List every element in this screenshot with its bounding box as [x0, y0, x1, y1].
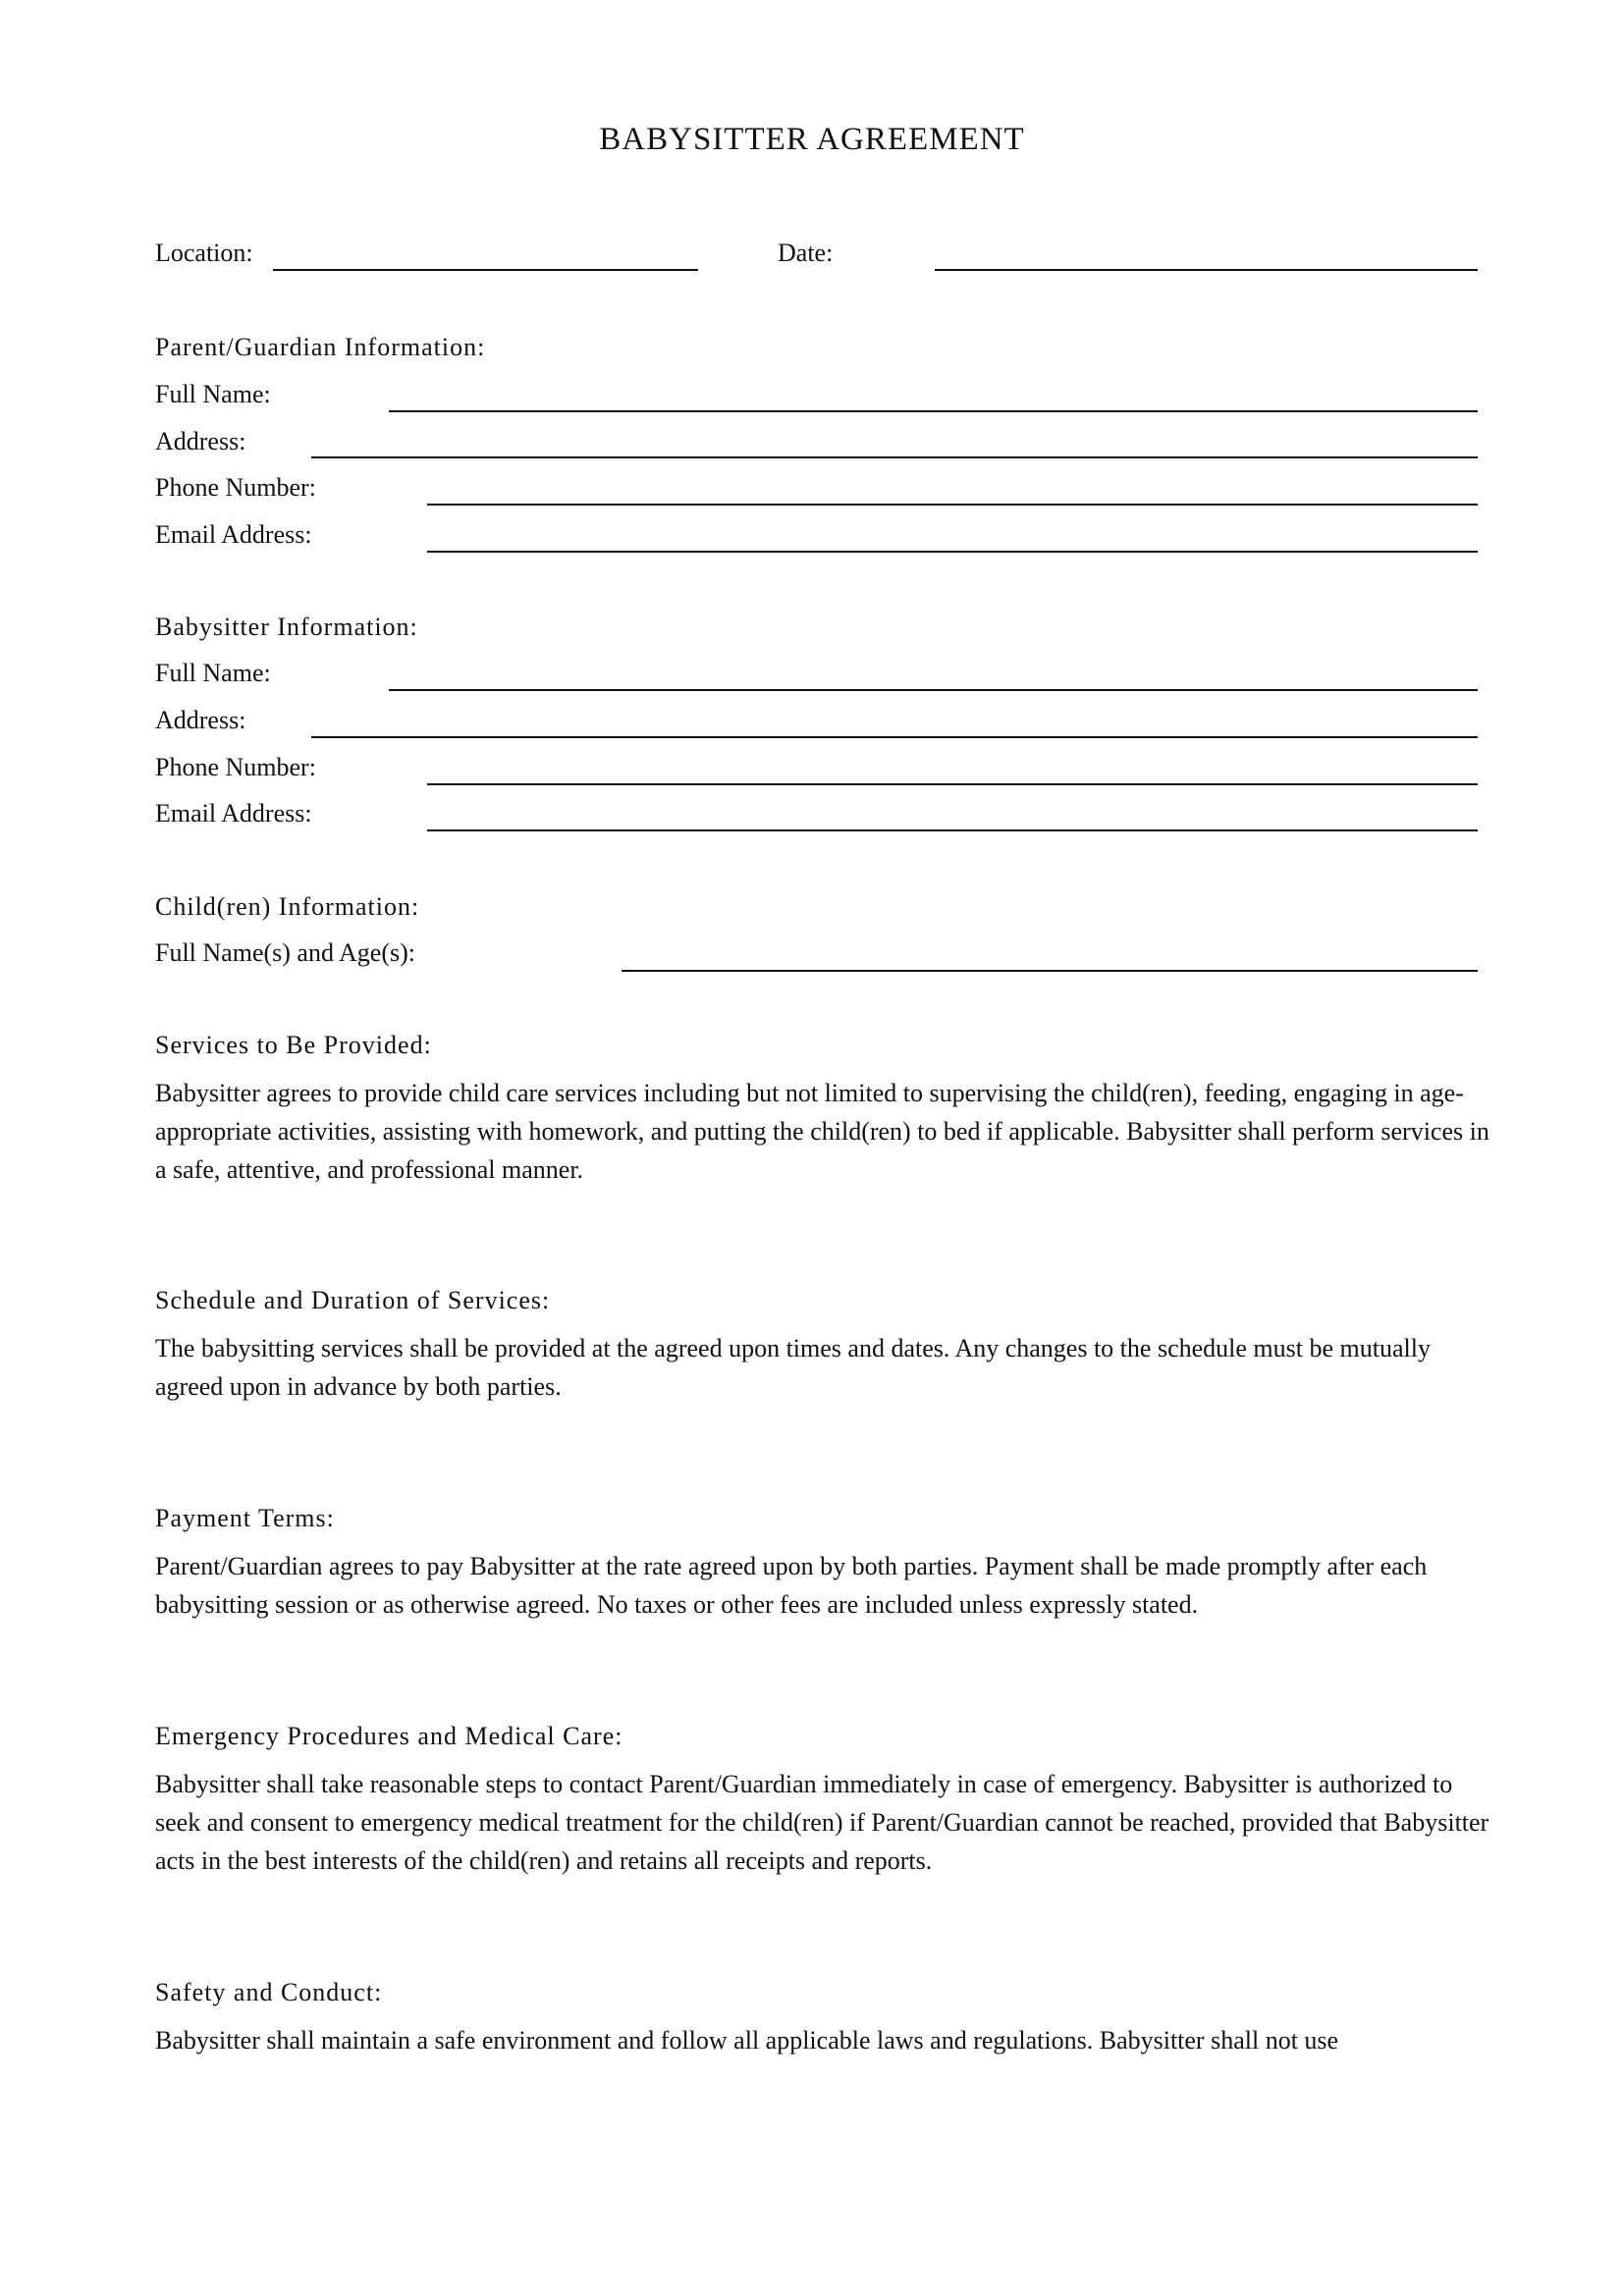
babysitter-info-heading: Babysitter Information: — [155, 613, 418, 641]
document-title: BABYSITTER AGREEMENT — [599, 122, 1025, 157]
children-names-ages-label: Full Name(s) and Age(s): — [155, 938, 416, 967]
date-field[interactable] — [935, 269, 1478, 271]
parent-address-field[interactable] — [311, 456, 1478, 458]
babysitter-address-field[interactable] — [311, 736, 1478, 738]
children-info-heading: Child(ren) Information: — [155, 892, 420, 921]
babysitter-email-label: Email Address: — [155, 799, 312, 828]
parent-email-field[interactable] — [427, 551, 1478, 553]
babysitter-full-name-field[interactable] — [389, 689, 1478, 691]
parent-phone-field[interactable] — [427, 504, 1478, 506]
safety-heading: Safety and Conduct: — [155, 1978, 383, 2006]
schedule-text: The babysitting services shall be provided at the agreed upon times and dates. Any changes to the schedule must be mutually agreed upon in advance by both parties. — [155, 1334, 1431, 1401]
parent-email-label: Email Address: — [155, 520, 312, 549]
location-field[interactable] — [273, 269, 698, 271]
babysitter-address-label: Address: — [155, 706, 246, 734]
babysitter-phone-label: Phone Number: — [155, 753, 316, 781]
payment-heading: Payment Terms: — [155, 1504, 335, 1532]
babysitter-phone-field[interactable] — [427, 783, 1478, 785]
parent-phone-label: Phone Number: — [155, 473, 316, 502]
parent-info-heading: Parent/Guardian Information: — [155, 333, 486, 361]
location-label: Location: — [155, 239, 253, 267]
babysitter-email-field[interactable] — [427, 829, 1478, 831]
date-label: Date: — [778, 239, 834, 267]
parent-full-name-label: Full Name: — [155, 380, 271, 408]
services-heading: Services to Be Provided: — [155, 1031, 432, 1059]
emergency-heading: Emergency Procedures and Medical Care: — [155, 1722, 623, 1750]
parent-full-name-field[interactable] — [389, 410, 1478, 412]
schedule-heading: Schedule and Duration of Services: — [155, 1286, 551, 1314]
babysitter-full-name-label: Full Name: — [155, 659, 271, 687]
emergency-text: Babysitter shall take reasonable steps to contact Parent/Guardian immediately in case of emergency. Babysitter is authorized to seek and consent to emergency medical treatment for the child(ren) if Parent/Guardian cannot be reached, provided that Babysitter acts in the best interests of the child(ren) and retains all receipts and reports. — [155, 1770, 1489, 1875]
safety-text: Babysitter shall maintain a safe environment and follow all applicable laws and regulations. Babysitter shall not use — [155, 2026, 1339, 2055]
parent-address-label: Address: — [155, 427, 246, 455]
children-names-ages-field[interactable] — [622, 970, 1478, 972]
services-text: Babysitter agrees to provide child care services including but not limited to supervising the child(ren), feeding, engaging in age-appropriate activities, assisting with homework, and putting the child(ren) to bed if applicable. Babysitter shall perform services in a safe, attentive, and professional manner. — [155, 1079, 1489, 1184]
payment-text: Parent/Guardian agrees to pay Babysitter at the rate agreed upon by both parties. Payment shall be made promptly after each babysitting session or as otherwise agreed. No taxes or other fees are included unless expressly stated. — [155, 1552, 1428, 1619]
